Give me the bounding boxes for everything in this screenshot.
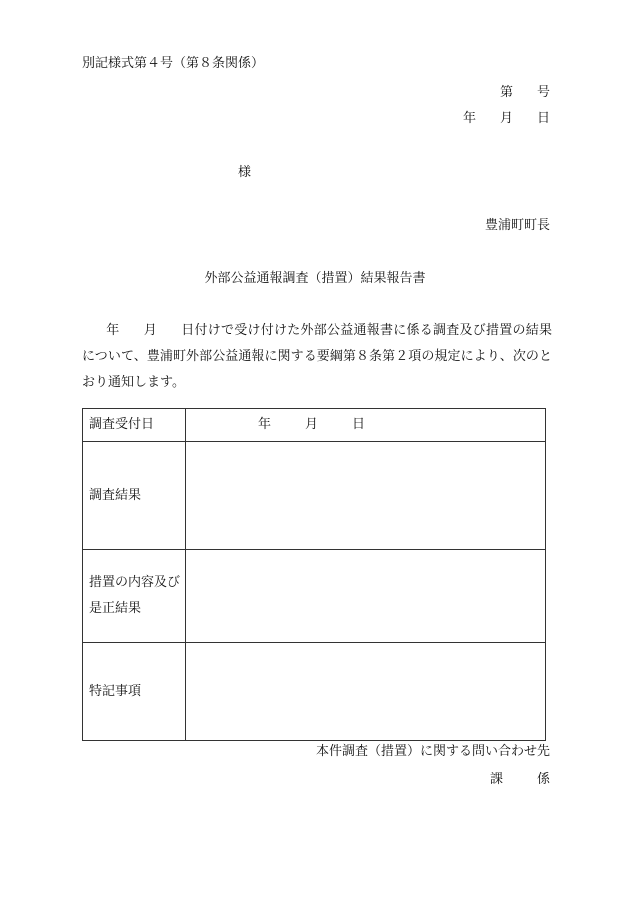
document-title: 外部公益通報調査（措置）結果報告書 bbox=[204, 271, 426, 286]
contact-heading: 本件調査（措置）に関する問い合わせ先 bbox=[315, 744, 550, 759]
special-notes-field[interactable] bbox=[186, 643, 546, 741]
body-paragraph bbox=[82, 318, 552, 396]
row-label: 調査結果 bbox=[83, 442, 186, 550]
measures-field[interactable] bbox=[186, 550, 546, 643]
document-number bbox=[500, 86, 550, 99]
body-text: 日付けで受け付けた外部公益通報書に係る調査及び措置の結果について、豊浦町外部公益通報に関する要綱第８条第２項の規定により、次のとおり通知します。 bbox=[82, 323, 552, 390]
table-row bbox=[83, 550, 546, 643]
table-row bbox=[83, 643, 546, 741]
report-table bbox=[82, 408, 546, 741]
receipt-year: 年 bbox=[258, 417, 272, 432]
date-day: 日 bbox=[536, 111, 550, 126]
issue-date bbox=[463, 112, 550, 125]
section-label: 課 bbox=[489, 772, 503, 787]
recipient-honorific: 様 bbox=[238, 165, 252, 180]
number-prefix: 第 bbox=[499, 85, 513, 100]
body-month: 月 bbox=[143, 323, 157, 338]
date-year: 年 bbox=[462, 111, 476, 126]
table-row bbox=[83, 442, 546, 550]
contact-department bbox=[490, 773, 550, 786]
number-suffix: 号 bbox=[536, 85, 550, 100]
row-label: 措置の内容及び是正結果 bbox=[83, 550, 186, 643]
subsection-label: 係 bbox=[536, 772, 550, 787]
table-row bbox=[83, 409, 546, 442]
investigation-result-field[interactable] bbox=[186, 442, 546, 550]
body-year: 年 bbox=[106, 323, 120, 338]
receipt-day: 日 bbox=[352, 417, 366, 432]
form-number: 別記様式第４号（第８条関係） bbox=[82, 56, 265, 71]
date-month: 月 bbox=[499, 111, 513, 126]
row-label: 調査受付日 bbox=[83, 409, 186, 442]
issuer-name: 豊浦町町長 bbox=[484, 218, 550, 233]
receipt-date-field[interactable] bbox=[186, 409, 546, 442]
row-label: 特記事項 bbox=[83, 643, 186, 741]
receipt-month: 月 bbox=[305, 417, 319, 432]
